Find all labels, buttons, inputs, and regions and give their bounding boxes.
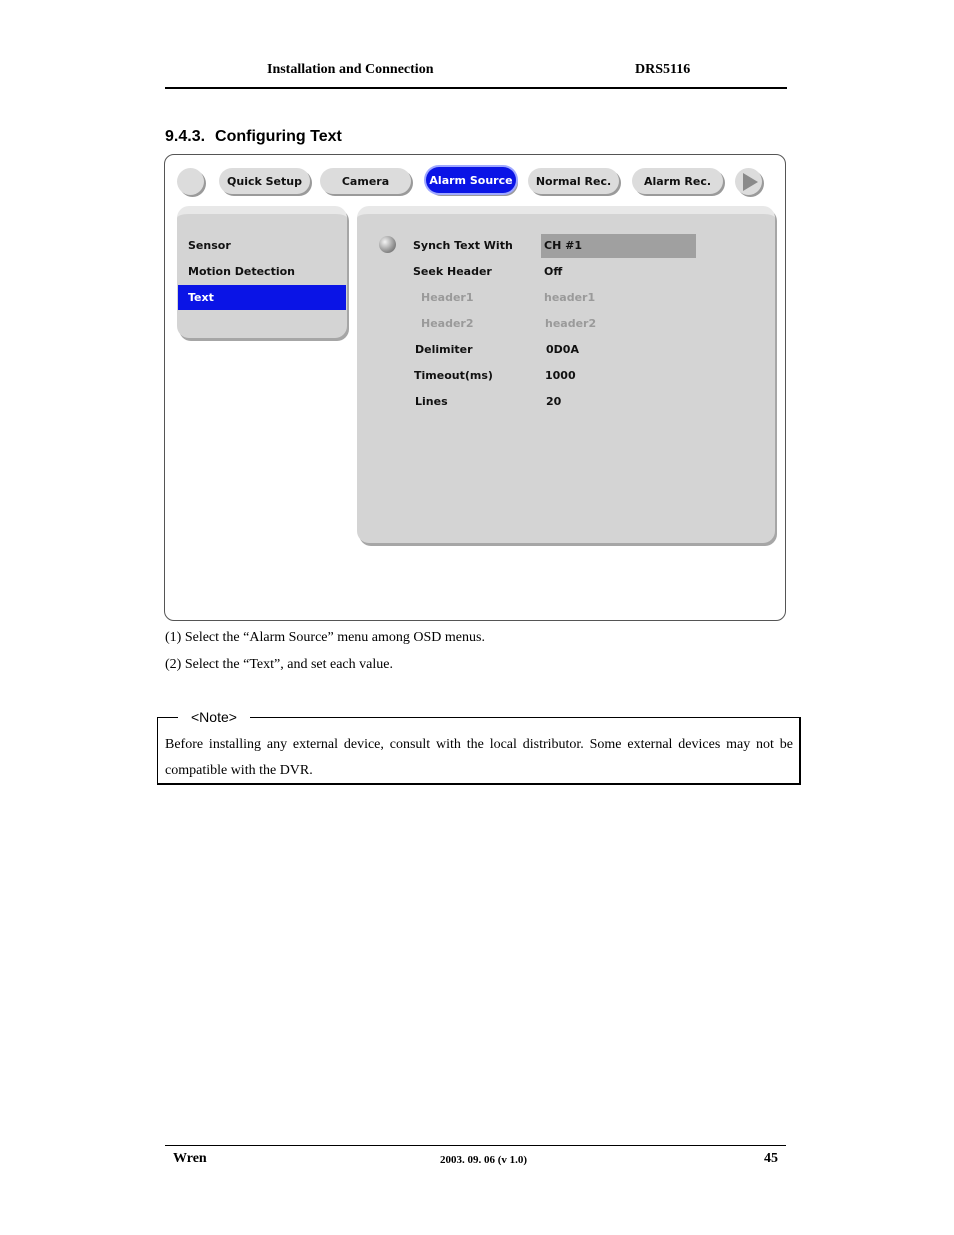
setting-label-synch-text-with: Synch Text With bbox=[413, 239, 513, 252]
tab-normal-rec[interactable]: Normal Rec. bbox=[528, 168, 619, 194]
setting-label-header1: Header1 bbox=[421, 291, 474, 304]
setting-value-timeout[interactable]: 1000 bbox=[545, 369, 576, 382]
footer-date: 2003. 09. 06 (v 1.0) bbox=[440, 1154, 528, 1166]
setting-value-header1: header1 bbox=[544, 291, 596, 304]
setting-value-lines[interactable]: 20 bbox=[546, 395, 562, 408]
tab-alarm-source[interactable]: Alarm Source bbox=[426, 167, 516, 193]
setting-value-header2: header2 bbox=[545, 317, 597, 330]
tab-alarm-rec[interactable]: Alarm Rec. bbox=[632, 168, 723, 194]
setting-value-delimiter[interactable]: 0D0A bbox=[546, 343, 579, 356]
arrow-right-icon bbox=[743, 173, 758, 191]
setting-label-lines: Lines bbox=[415, 395, 448, 408]
page-header-title: Installation and Connection bbox=[267, 62, 434, 77]
setting-label-header2: Header2 bbox=[421, 317, 474, 330]
osd-next-button[interactable] bbox=[735, 168, 762, 195]
radio-sphere-icon bbox=[379, 236, 396, 253]
setting-label-seek-header: Seek Header bbox=[413, 265, 492, 278]
header-rule bbox=[165, 87, 787, 89]
setting-value-seek-header[interactable]: Off bbox=[544, 265, 563, 278]
section-title bbox=[165, 128, 342, 146]
note-label: <Note> bbox=[178, 709, 250, 725]
osd-home-button[interactable] bbox=[177, 168, 204, 195]
menu-item-sensor[interactable]: Sensor bbox=[188, 239, 231, 252]
step-1: (1) Select the “Alarm Source” menu among OSD menus. bbox=[165, 630, 485, 645]
section-number: 9.4.3. bbox=[165, 128, 206, 145]
page-header-model: DRS5116 bbox=[635, 62, 691, 77]
setting-value-synch-text-with[interactable]: CH #1 bbox=[544, 239, 582, 252]
setting-label-delimiter: Delimiter bbox=[415, 343, 473, 356]
page-number: 45 bbox=[764, 1151, 778, 1166]
menu-item-motion-detection[interactable]: Motion Detection bbox=[188, 265, 295, 278]
note-text: Before installing any external device, consult with the local distributor. Some external devices may not be compatible with the DVR. bbox=[165, 737, 793, 778]
footer-rule bbox=[165, 1145, 786, 1146]
menu-item-text[interactable]: Text bbox=[188, 291, 214, 304]
setting-label-timeout: Timeout(ms) bbox=[414, 369, 493, 382]
tab-quick-setup[interactable]: Quick Setup bbox=[219, 168, 310, 194]
section-title-text: Configuring Text bbox=[215, 128, 342, 145]
footer-brand: Wren bbox=[173, 1151, 207, 1166]
tab-camera[interactable]: Camera bbox=[320, 168, 411, 194]
step-2: (2) Select the “Text”, and set each value. bbox=[165, 657, 393, 672]
